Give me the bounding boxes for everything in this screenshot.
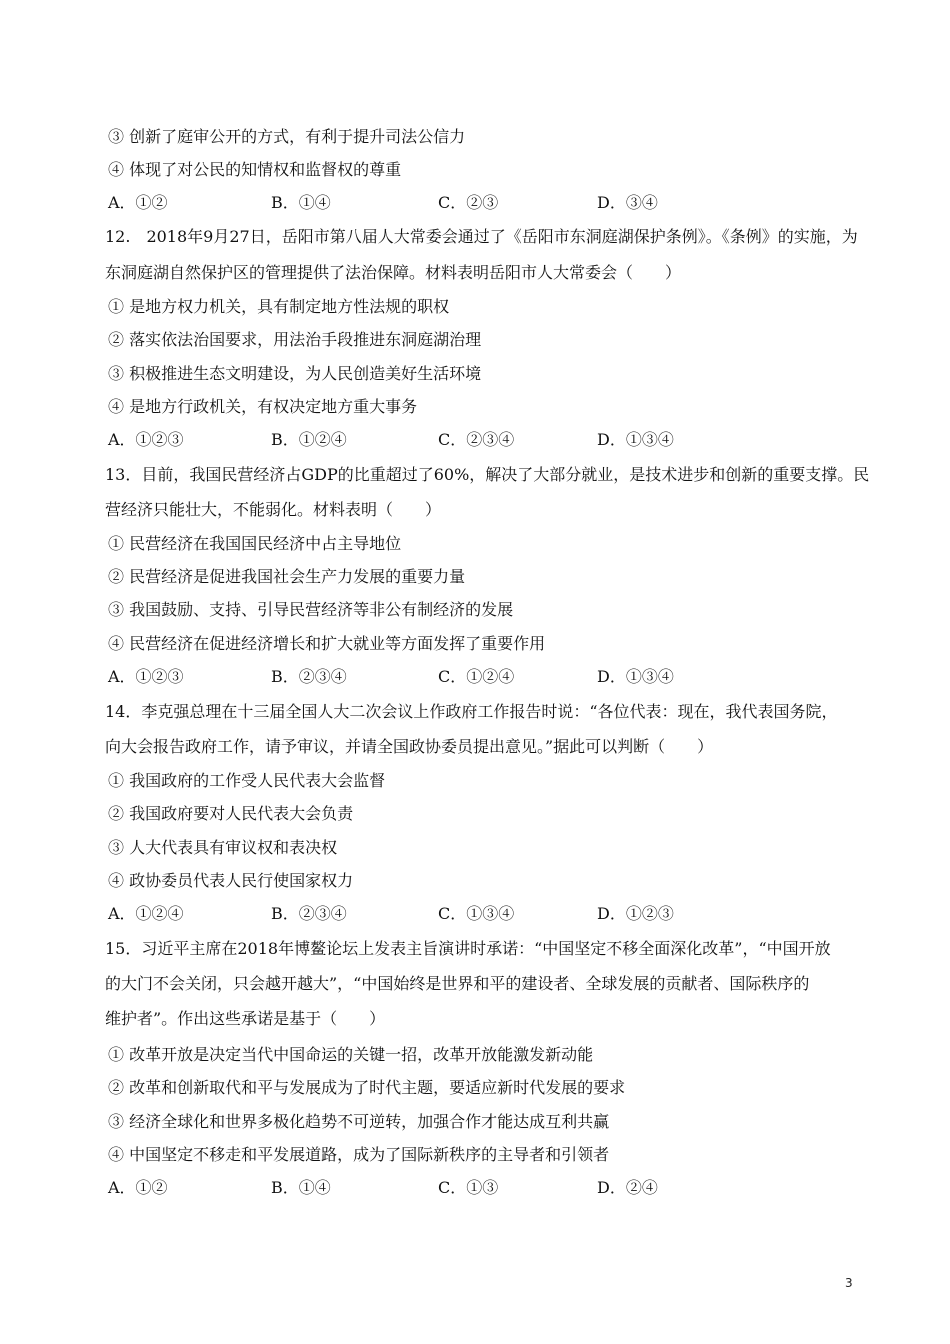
q13-stem-line-2: 营经济只能壮大，不能弱化。材料表明（ ） (105, 500, 442, 519)
q14-option-d: D．①②③ (597, 904, 674, 923)
q12-statement-3: ③ 积极推进生态文明建设，为人民创造美好生活环境 (108, 364, 482, 383)
q13-option-a: A．①②③ (108, 667, 184, 686)
q12-option-d: D．①③④ (597, 430, 674, 449)
q14-option-b: B．②③④ (271, 904, 347, 923)
q14-statement-4: ④ 政协委员代表人民行使国家权力 (108, 871, 354, 890)
q11-statement-3: ③ 创新了庭审公开的方式，有利于提升司法公信力 (108, 127, 466, 146)
q12-option-c: C．②③④ (438, 430, 515, 449)
q13-statement-4: ④ 民营经济在促进经济增长和扩大就业等方面发挥了重要作用 (108, 634, 546, 653)
q15-option-d: D．②④ (597, 1178, 658, 1197)
q12-option-a: A．①②③ (108, 430, 184, 449)
q15-statement-1: ① 改革开放是决定当代中国命运的关键一招，改革开放能激发新动能 (108, 1045, 594, 1064)
q13-stem-line-1: 13．目前，我国民营经济占GDP的比重超过了60%，解决了大部分就业，是技术进步和创新的重要支撑。民 (105, 465, 870, 484)
q14-stem-line-1: 14．李克强总理在十三届全国人大二次会议上作政府工作报告时说：“各位代表：现在，我代表国务院， (105, 702, 838, 721)
q12-option-b: B．①②④ (271, 430, 347, 449)
q15-options (108, 1177, 808, 1199)
page-number: 3 (845, 1276, 853, 1290)
q11-option-c: C．②③ (438, 193, 499, 212)
q12-statement-1: ① 是地方权力机关，具有制定地方性法规的职权 (108, 297, 450, 316)
q14-statement-3: ③ 人大代表具有审议权和表决权 (108, 838, 338, 857)
q15-statement-2: ② 改革和创新取代和平与发展成为了时代主题，要适应新时代发展的要求 (108, 1078, 626, 1097)
q15-statement-3: ③ 经济全球化和世界多极化趋势不可逆转，加强合作才能达成互利共赢 (108, 1112, 610, 1131)
q15-option-a: A．①② (108, 1178, 168, 1197)
q11-statement-4: ④ 体现了对公民的知情权和监督权的尊重 (108, 160, 402, 179)
q14-stem-line-2: 向大会报告政府工作，请予审议，并请全国政协委员提出意见。”据此可以判断（ ） (105, 737, 714, 756)
q13-option-c: C．①②④ (438, 667, 515, 686)
q11-option-d: D．③④ (597, 193, 658, 212)
q15-stem-line-3: 维护者”。作出这些承诺是基于（ ） (105, 1009, 386, 1028)
q14-statement-2: ② 我国政府要对人民代表大会负责 (108, 804, 354, 823)
q12-statement-4: ④ 是地方行政机关，有权决定地方重大事务 (108, 397, 418, 416)
q12-stem-line-1: 12. 2018年9月27日，岳阳市第八届人大常委会通过了《岳阳市东洞庭湖保护条例》。《条例》的实施，为 (105, 227, 858, 246)
q15-statement-4: ④ 中国坚定不移走和平发展道路，成为了国际新秩序的主导者和引领者 (108, 1145, 610, 1164)
q14-option-a: A．①②④ (108, 904, 184, 923)
q12-stem-line-2: 东洞庭湖自然保护区的管理提供了法治保障。材料表明岳阳市人大常委会（ ） (105, 263, 682, 282)
q15-option-b: B．①④ (271, 1178, 331, 1197)
q15-stem-line-1: 15．习近平主席在2018年博鳌论坛上发表主旨演讲时承诺：“中国坚定不移全面深化改革”，“中国开放 (105, 939, 831, 958)
q13-options (108, 666, 808, 688)
q13-option-d: D．①③④ (597, 667, 674, 686)
q13-statement-2: ② 民营经济是促进我国社会生产力发展的重要力量 (108, 567, 466, 586)
q13-statement-3: ③ 我国鼓励、支持、引导民营经济等非公有制经济的发展 (108, 600, 514, 619)
q13-option-b: B．②③④ (271, 667, 347, 686)
q12-options (108, 429, 808, 451)
q14-statement-1: ① 我国政府的工作受人民代表大会监督 (108, 771, 386, 790)
q15-option-c: C．①③ (438, 1178, 499, 1197)
q15-stem-line-2: 的大门不会关闭，只会越开越大”，“中国始终是世界和平的建设者、全球发展的贡献者、国际秩序的 (105, 974, 810, 993)
q14-options (108, 903, 808, 925)
q11-option-a: A．①② (108, 193, 168, 212)
q12-statement-2: ② 落实依法治国要求，用法治手段推进东洞庭湖治理 (108, 330, 482, 349)
q11-options (108, 192, 808, 214)
q14-option-c: C．①③④ (438, 904, 515, 923)
q11-option-b: B．①④ (271, 193, 331, 212)
q13-statement-1: ① 民营经济在我国国民经济中占主导地位 (108, 534, 402, 553)
